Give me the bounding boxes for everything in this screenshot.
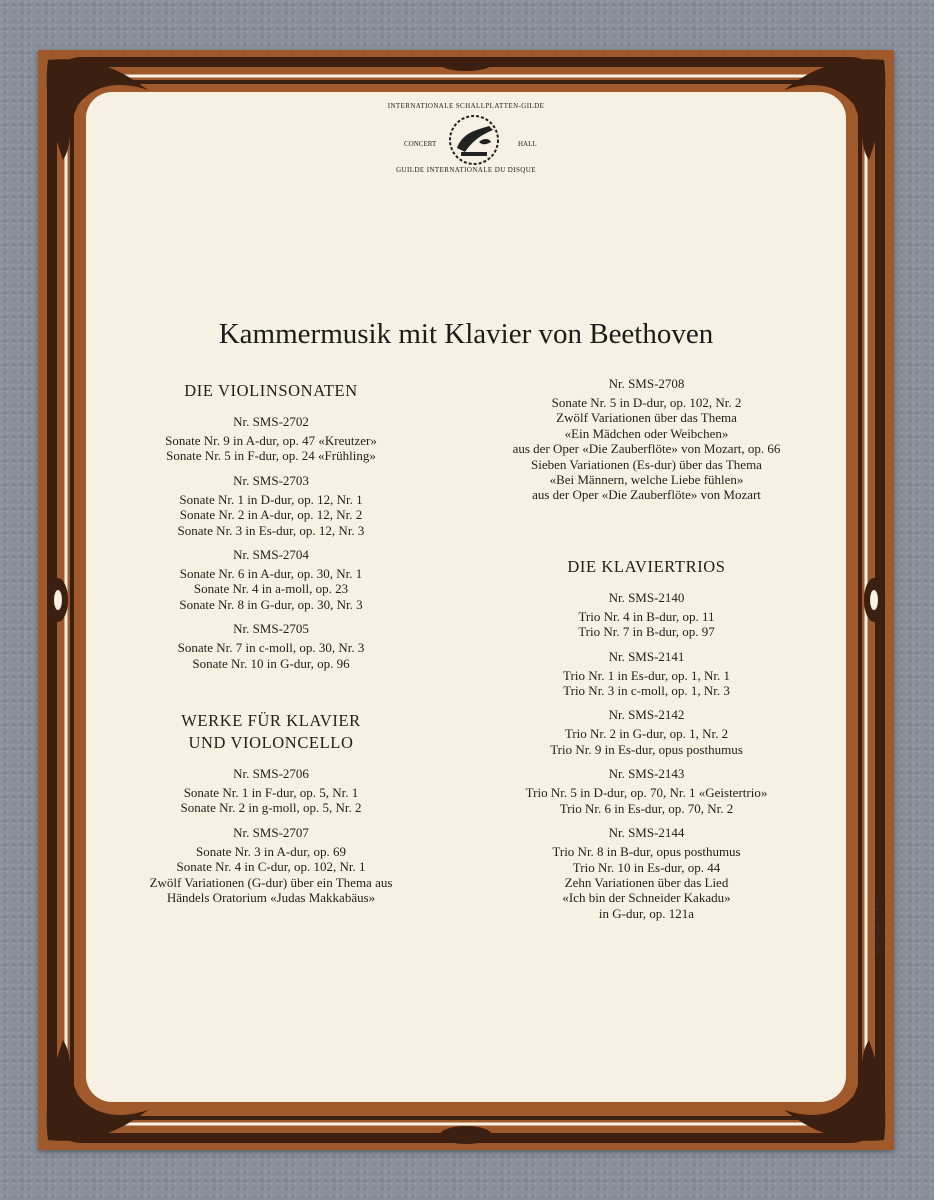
left-column [106, 380, 436, 915]
spacer [454, 512, 839, 556]
label-name-hall: HALL [518, 140, 537, 148]
section-heading-violinsonaten: DIE VIOLINSONATEN [184, 381, 358, 400]
work-line: in G-dur, op. 121a [598, 905, 695, 921]
work-line: Sonate Nr. 5 in D-dur, op. 102, Nr. 2 [551, 395, 742, 410]
catalog-number: Nr. SMS-2143 [608, 766, 685, 782]
catalog-group [454, 590, 839, 640]
catalog-number: Nr. SMS-2704 [233, 547, 309, 563]
work-line: Trio Nr. 6 in Es-dur, op. 70, Nr. 2 [559, 800, 734, 816]
work-line: Sieben Variationen (Es-dur) über das Thema [531, 456, 762, 472]
catalog-number: Nr. SMS-2141 [608, 648, 685, 664]
catalog-group [106, 621, 436, 671]
page-title: Kammermusik mit Klavier von Beethoven [218, 318, 714, 350]
catalog-number: Nr. SMS-2707 [233, 824, 309, 840]
work-line: «Bei Männern, welche Liebe fühlen» [549, 472, 744, 488]
catalog-group [454, 825, 839, 921]
work-line: Zwölf Variationen (G-dur) über ein Thema aus [149, 874, 393, 890]
work-line: Trio Nr. 5 in D-dur, op. 70, Nr. 1 «Geistertrio» [525, 785, 768, 801]
catalog-group [106, 547, 436, 612]
work-line: Händels Oratorium «Judas Makkabäus» [166, 890, 376, 906]
section-heading-klaviertrios: DIE KLAVIERTRIOS [567, 556, 726, 576]
catalog-group [454, 376, 839, 503]
work-line: Sonate Nr. 4 in a-moll, op. 23 [193, 581, 349, 597]
work-line: Trio Nr. 4 in B-dur, op. 11 [578, 608, 715, 624]
work-line: «Ich bin der Schneider Kakadu» [562, 890, 731, 906]
content-panel [86, 92, 846, 1102]
work-line: Sonate Nr. 3 in Es-dur, op. 12, Nr. 3 [177, 522, 365, 538]
catalog-number: Nr. SMS-2706 [233, 766, 309, 782]
work-line: Sonate Nr. 2 in g-moll, op. 5, Nr. 2 [180, 800, 362, 816]
section-heading-violoncello: WERKE FÜR KLAVIER UND VIOLONCELLO [181, 711, 361, 753]
label-name-top: INTERNATIONALE SCHALLPLATTEN-GILDE [387, 102, 545, 110]
printer-imprint: Imp. Spéc. G.I.D. [874, 898, 883, 955]
work-line: aus der Oper «Die Zauberflöte» von Mozart, op. 66 [512, 441, 781, 457]
catalog-number: Nr. SMS-2142 [608, 707, 685, 723]
catalog-group [106, 473, 436, 538]
work-line: Trio Nr. 2 in G-dur, op. 1, Nr. 2 [564, 726, 729, 742]
work-line: Trio Nr. 7 in B-dur, op. 97 [578, 624, 715, 640]
record-sleeve-sheet [38, 50, 894, 1150]
hands-on-keyboard-emblem-icon [443, 112, 505, 168]
catalog-group [106, 766, 436, 816]
work-line: Trio Nr. 9 in Es-dur, opus posthumus [550, 741, 743, 757]
catalog-group [454, 766, 839, 816]
work-line: Sonate Nr. 10 in G-dur, op. 96 [192, 655, 350, 671]
work-line: Trio Nr. 10 in Es-dur, op. 44 [572, 859, 721, 875]
catalog-number: Nr. SMS-2702 [233, 414, 309, 429]
work-line: Sonate Nr. 6 in A-dur, op. 30, Nr. 1 [179, 566, 363, 582]
work-line: Sonate Nr. 7 in c-moll, op. 30, Nr. 3 [177, 640, 365, 656]
work-line: aus der Oper «Die Zauberflöte» von Mozart [532, 487, 761, 503]
work-line: Trio Nr. 3 in c-moll, op. 1, Nr. 3 [563, 683, 730, 699]
work-line: Sonate Nr. 2 in A-dur, op. 12, Nr. 2 [179, 507, 363, 523]
work-line: Sonate Nr. 3 in A-dur, op. 69 [195, 843, 347, 859]
work-line: Sonate Nr. 4 in C-dur, op. 102, Nr. 1 [176, 859, 366, 875]
catalog-number: Nr. SMS-2703 [233, 472, 309, 488]
catalog-number: Nr. SMS-2144 [608, 825, 685, 841]
label-name-concert: CONCERT [404, 140, 437, 148]
catalog-group [106, 825, 436, 906]
work-line: Sonate Nr. 1 in D-dur, op. 12, Nr. 1 [179, 491, 363, 507]
catalog-group [454, 707, 839, 757]
catalog-group [106, 414, 436, 464]
catalog-number: Nr. SMS-2705 [233, 621, 309, 637]
spacer [106, 680, 436, 710]
catalog-number: Nr. SMS-2140 [608, 589, 685, 605]
work-line: Trio Nr. 1 in Es-dur, op. 1, Nr. 1 [563, 667, 730, 683]
work-line: Sonate Nr. 5 in F-dur, op. 24 «Frühling» [166, 448, 376, 464]
right-column [454, 376, 839, 930]
work-line: Zwölf Variationen über das Thema [556, 410, 737, 426]
catalog-group [454, 649, 839, 699]
work-line: Sonate Nr. 9 in A-dur, op. 47 «Kreutzer» [165, 433, 377, 448]
work-line: Sonate Nr. 1 in F-dur, op. 5, Nr. 1 [183, 785, 359, 801]
work-line: «Ein Mädchen oder Weibchen» [564, 425, 729, 441]
work-line: Sonate Nr. 8 in G-dur, op. 30, Nr. 3 [179, 596, 363, 612]
catalog-number: Nr. SMS-2708 [608, 376, 685, 391]
label-name-bottom: GUILDE INTERNATIONALE DU DISQUE [396, 166, 536, 174]
work-line: Trio Nr. 8 in B-dur, opus posthumus [552, 844, 741, 860]
work-line: Zehn Variationen über das Lied [564, 874, 729, 890]
